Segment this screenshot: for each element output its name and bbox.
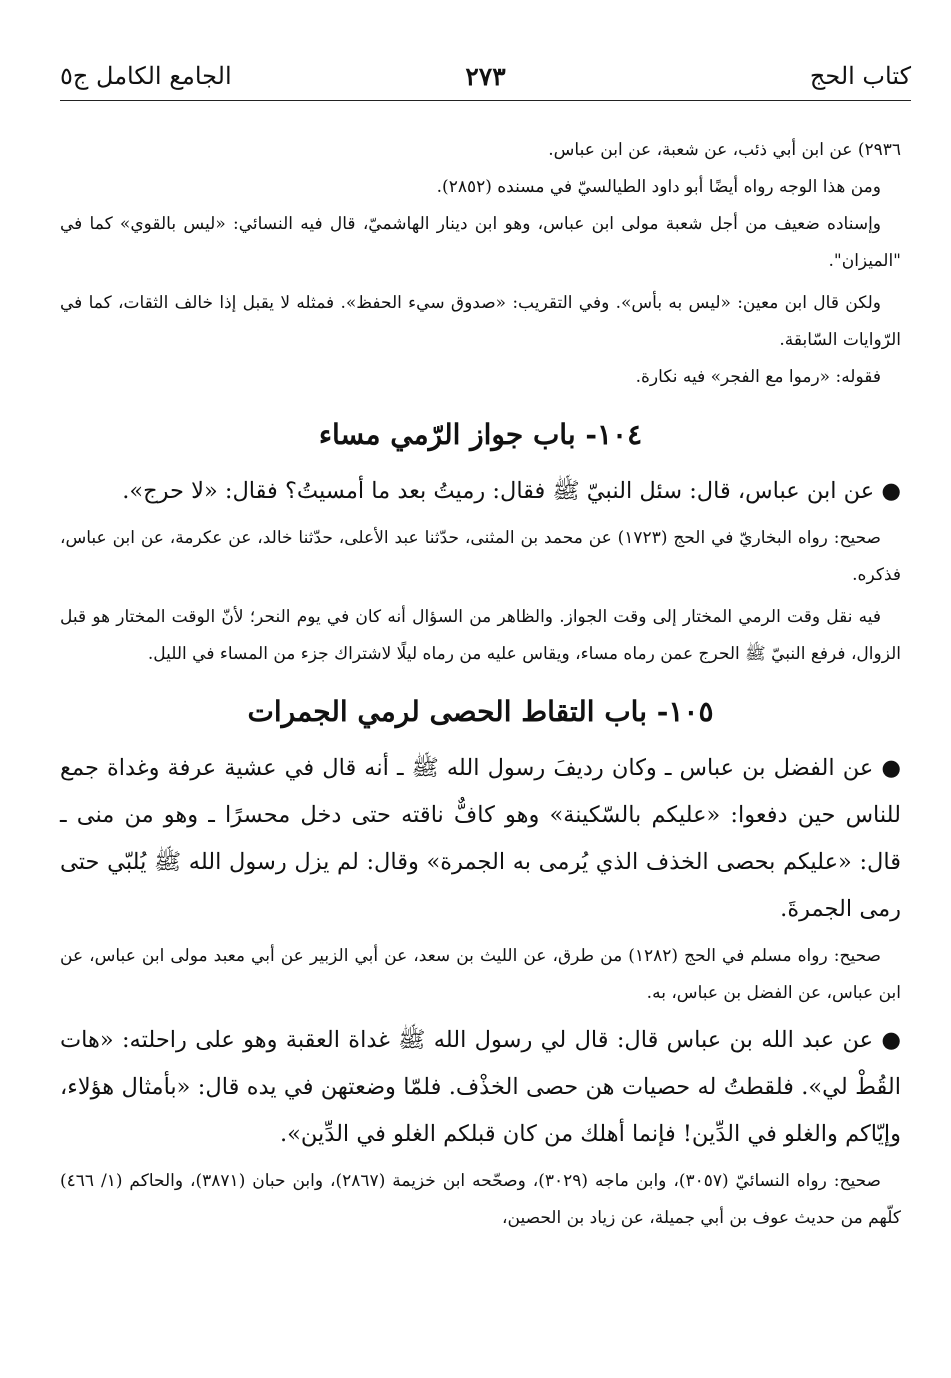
paragraph: ولكن قال ابن معين: «ليس به بأس». وفي التقريب: «صدوق سيء الحفظ». فمثله لا يقبل إذا خالف الثقات، كما في الرّوايات السّابقة. — [60, 293, 901, 350]
commentary-paragraph: فيه نقل وقت الرمي المختار إلى وقت الجواز. والظاهر من السؤال أنه كان في يوم النحر؛ لأنّ الوقت المختار هو قبل الزوال، فرفع النبيّ ﷺ الحرج عمن رماه مساء، ويقاس عليه من رماه ليلًا لاشتراك جزء من المساء في الليل. — [60, 607, 901, 664]
page-number: ٢٧٣ — [465, 62, 506, 91]
takhrij-paragraph: صحيح: رواه مسلم في الحج (١٢٨٢) من طرق، عن الليث بن سعد، عن أبي الزبير عن أبي معبد مولى ابن عباس، عن ابن عباس، عن الفضل بن عباس، به. — [60, 946, 901, 1003]
header-volume-title: الجامع الكامل ج٥ — [60, 62, 232, 90]
paragraph: ومن هذا الوجه رواه أيضًا أبو داود الطيالسيّ في مسنده (٢٨٥٢). — [436, 177, 881, 197]
takhrij-paragraph: صحيح: رواه النسائيّ (٣٠٥٧)، وابن ماجه (٣٠٢٩)، وصحّحه ابن خزيمة (٢٨٦٧)، وابن حبان (٣٨٧١)، والحاكم (١/ ٤٦٦) كلّهم من حديث عوف بن أبي جميلة، عن زياد بن الحصين، — [60, 1171, 901, 1228]
running-header — [60, 60, 911, 101]
paragraph: فقوله: «رموا مع الفجر» فيه نكارة. — [635, 367, 881, 387]
header-book-title: كتاب الحج — [809, 62, 911, 90]
hadith-text: ● عن ابن عباس، قال: سئل النبيّ ﷺ فقال: رميتُ بعد ما أمسيتُ؟ فقال: «لا حرج». — [122, 478, 901, 504]
chapter-heading-105: ١٠٥- باب التقاط الحصى لرمي الجمرات — [247, 695, 714, 728]
chapter-heading-104: ١٠٤- باب جواز الرّمي مساء — [318, 418, 643, 451]
takhrij-paragraph: صحيح: رواه البخاريّ في الحج (١٧٢٣) عن محمد بن المثنى، حدّثنا عبد الأعلى، حدّثنا خالد، عن عكرمة، عن ابن عباس، فذكره. — [60, 528, 901, 585]
page-body — [60, 132, 901, 1237]
hadith-text: ● عن الفضل بن عباس ـ وكان رديفَ رسول الله ﷺ ـ أنه قال في عشية عرفة وغداة جمع للناس حين دفعوا: «عليكم بالسّكينة» وهو كافٌّ ناقته حتى دخل محسرًا ـ وهو من منى ـ قال: «عليكم بحصى الخذف الذي يُرمى به الجمرة» وقال: لم يزل رسول الله ﷺ يُلبّي حتى رمى الجمرةَ. — [60, 755, 901, 922]
paragraph: وإسناده ضعيف من أجل شعبة مولى ابن عباس، وهو ابن دينار الهاشميّ، قال فيه النسائي: «ليس بالقوي» كما في "الميزان". — [60, 214, 901, 271]
hadith-text: ● عن عبد الله بن عباس قال: قال لي رسول الله ﷺ غداة العقبة وهو على راحلته: «هات القُطْ لي». فلقطتُ له حصيات هن حصى الخذْف. فلمّا وضعتهن في يده قال: «بأمثال هؤلاء، وإيّاكم والغلو في الدِّين! فإنما أهلك من كان قبلكم الغلو في الدِّين». — [60, 1027, 901, 1147]
paragraph: ٢٩٣٦) عن ابن أبي ذئب، عن شعبة، عن ابن عباس. — [548, 140, 901, 160]
